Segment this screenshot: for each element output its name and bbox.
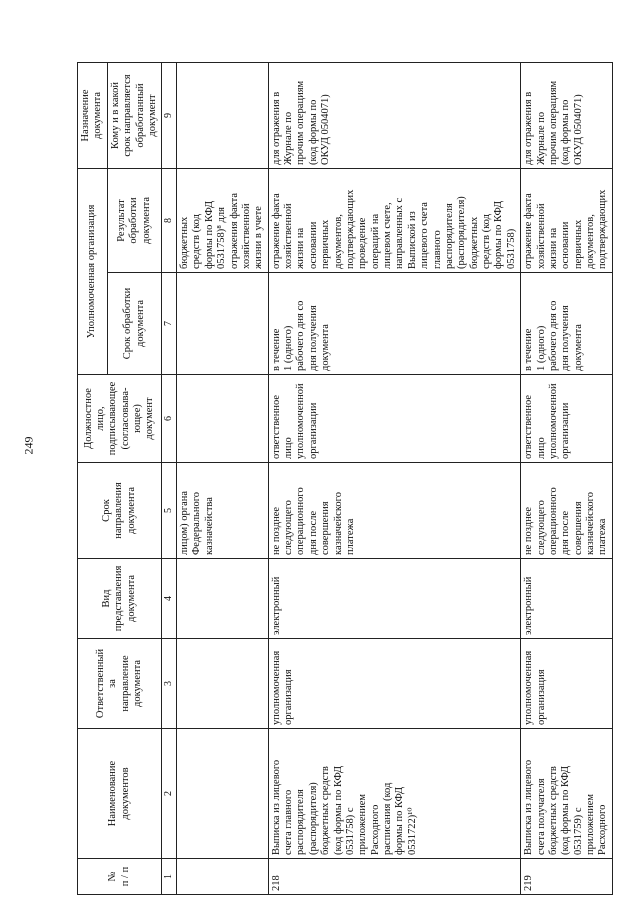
cell-format — [177, 559, 269, 639]
cell-num: 218 — [268, 859, 521, 895]
cell-recipient: для отражения в Журнале по прочим операциям (код формы по ОКУД 0504071) — [268, 63, 521, 169]
column-number: 6 — [162, 375, 177, 463]
header-responsible: Ответственный за направление документа — [78, 639, 162, 729]
column-number: 3 — [162, 639, 177, 729]
cell-doc-name: Выписка из лицевого счета главного распорядителя (распорядителя) бюджетных средств (код формы по КФД 0531758) с приложением Расходного расписания (код формы по КФД 0531722)¹⁰ — [268, 729, 521, 859]
cell-num — [177, 859, 269, 895]
cell-doc-name: Выписка из лицевого счета получателя бюджетных средств (код формы по КФД 0531759) с приложением Расходного — [521, 729, 613, 859]
header-group-purpose: Назначение документа — [78, 63, 108, 169]
cell-recipient — [177, 63, 269, 169]
cell-signer: ответственное лицо уполномоченной организации — [521, 375, 613, 463]
cell-processing-result: отражение факта хозяйственной жизни на основании первичных документов, подтверждающих — [521, 169, 613, 273]
table-row-219 — [521, 63, 613, 895]
header-processing-result: Результат обработки документа — [107, 169, 162, 273]
cell-processing-time: в течение 1 (одного) рабочего дня со дня получения документа — [521, 273, 613, 375]
header-recipient: Кому и в какой срок направляется обработанный документ — [107, 63, 162, 169]
cell-processing-time — [177, 273, 269, 375]
cell-responsible — [177, 639, 269, 729]
header-group-org: Уполномоченная организация — [78, 169, 108, 375]
cell-responsible: уполномоченная организация — [268, 639, 521, 729]
cell-format: электронный — [268, 559, 521, 639]
column-number: 1 — [162, 859, 177, 895]
cell-responsible: уполномоченная организация — [521, 639, 613, 729]
cell-processing-result: отражение факта хозяйственной жизни на основании первичных документов, подтверждающих проведение операций на лицевом счете, направленных с Выпиской из лицевого счета главного распорядителя (распорядителя) бюджетных средств (код формы по КФД 0531758) — [268, 169, 521, 273]
cell-signer — [177, 375, 269, 463]
column-number: 7 — [162, 273, 177, 375]
cell-recipient: для отражения в Журнале по прочим операциям (код формы по ОКУД 0504071) — [521, 63, 613, 169]
column-number: 4 — [162, 559, 177, 639]
cell-processing-time: в течение 1 (одного) рабочего дня со дня получения документа — [268, 273, 521, 375]
column-number: 2 — [162, 729, 177, 859]
column-number-row — [162, 63, 177, 895]
header-processing-time: Срок обработки документа — [107, 273, 162, 375]
page-number: 249 — [21, 436, 36, 455]
rotated-table-container — [77, 63, 609, 895]
cell-num: 219 — [521, 859, 613, 895]
column-number: 8 — [162, 169, 177, 273]
cell-processing-result: бюджетных средств (код формы по КФД 0531758)⁸ для отражения факта хозяйственной жизни в учете — [177, 169, 269, 273]
cell-signer: ответственное лицо уполномоченной организации — [268, 375, 521, 463]
table-row-continuation — [177, 63, 269, 895]
header-deadline: Срок направления документа — [78, 463, 162, 559]
cell-deadline: не позднее следующего операционного дня после совершения казначейского платежа — [268, 463, 521, 559]
column-number: 9 — [162, 63, 177, 169]
table-row-218 — [268, 63, 521, 895]
cell-doc-name — [177, 729, 269, 859]
column-number: 5 — [162, 463, 177, 559]
cell-deadline: лицом) органа Федерального казначейства — [177, 463, 269, 559]
document-table — [77, 62, 613, 895]
header-format: Вид представления документа — [78, 559, 162, 639]
header-num: № п / п — [78, 859, 162, 895]
cell-deadline: не позднее следующего операционного дня после совершения казначейского платежа — [521, 463, 613, 559]
header-doc-name: Наименование документов — [78, 729, 162, 859]
cell-format: электронный — [521, 559, 613, 639]
header-row-1 — [78, 63, 108, 895]
header-signer: Должностное лицо, подписывающее (согласовыва- ющее) документ — [78, 375, 162, 463]
